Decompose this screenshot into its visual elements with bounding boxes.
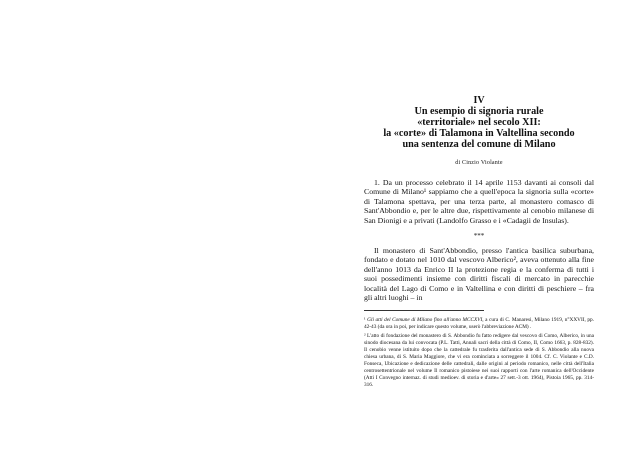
body-paragraph: 1. Da un processo celebrato il 14 aprile 1153 davanti ai consoli dal Comune di Milano¹ sappiamo che a quell'epoca la signoria sulla «corte» di Talamona spettava, per una terza parte, al monastero comasco di Sant'Abbondio e, per le altre due, rispettivamente al cenobio milanese di San Dionigi e a privati (Landolfo Grasso e i «Cadagii de Insulas).	[364, 178, 594, 225]
footnote	[364, 333, 594, 389]
chapter-number: IV	[473, 95, 485, 106]
footnote-mark: ²	[364, 333, 366, 340]
footnote-mark: ¹	[364, 317, 366, 324]
footnote-text: L'atto di fondazione del monastero di S. Abbondio fu fatto redigere dal vescovo di Como, Alberico, in una sinodo diocesana da lui convocata (P.L. Tatti, Annali sacri della città di Como, II, Como 1663, p. 828-832). Il cenobio venne istituito dopo che la cattedrale fu trasferita dall'antica sede di S. Abbondio alla nuova chiesa urbana, di S. Maria Maggiore, che vi era cominciata a sorreggere il 1004. Cf. C. Violante e C.D. Fonseca, Ubicazione e dedicazione delle cattedrali, dalle origini al periodo romanico, nelle città dell'Italia centrosettentrionale nel volume Il romanico pistoiese nei suoi rapporti con l'arte romanica dell'Occidente (Atti I Convegno internaz. di studi medioev. di storia e d'arte» 27 sett.-3 ott. 1964), Pistoia 1965, pp. 314-316.	[364, 333, 594, 389]
body-paragraph: Il monastero di Sant'Abbondio, presso l'antica basilica suburbana, fondato e dotato nel 1010 dal vescovo Alberico², aveva ottenuto alla fine dell'anno 1013 da Enrico II la protezione regia e la conferma di tutti i suoi possedimenti insieme con diritti fiscali di mercato in parecchie località del Lago di Como e in Valtellina e con diritti di peschiere – fra gli altri luoghi – in	[364, 246, 594, 303]
title-line-4: una sentenza del comune di Milano	[402, 139, 556, 150]
title-line-2: «territoriale» nel secolo XII:	[417, 117, 541, 128]
footnote-title: Gli atti del Comune di Milano fino all'anno MCCXVI,	[367, 317, 484, 324]
footnote	[364, 317, 594, 331]
author-byline: di Cinzio Violante	[455, 160, 503, 166]
footnote-text: a cura di C. Manaresi, Milano 1919, n°XXVII, pp. 42-43 (da ora in poi, per indicare questo volume, userò l'abbreviazione ACM) .	[364, 317, 595, 331]
text-column	[364, 96, 594, 391]
title-line-1: Un esempio di signoria rurale	[414, 106, 544, 117]
footnote-rule	[364, 310, 484, 311]
title-line-3: la «corte» di Talamona in Valtellina secondo	[383, 128, 575, 139]
section-separator: ***	[473, 232, 485, 241]
